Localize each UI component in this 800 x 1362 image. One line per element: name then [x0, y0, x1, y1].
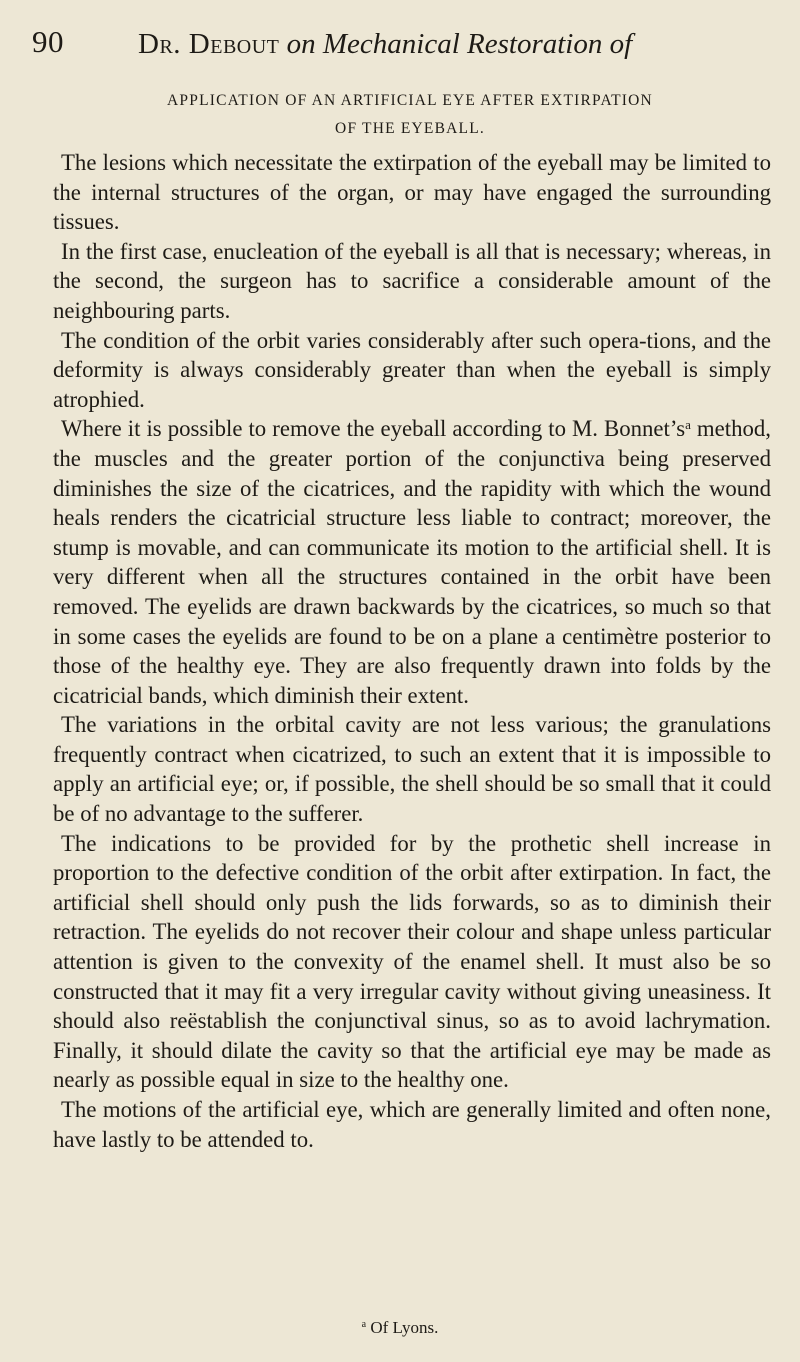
paragraph-bonnet-text-start: Where it is possible to remove the eyeball according to M. Bonnet’s: [61, 416, 686, 442]
running-head-connector: on: [279, 28, 323, 60]
paragraph-indications: The indications to be provided for by the prothetic shell increase in proportion to the defective condition of the orbit after extirpation. In fact, the artificial shell should only push the lids forwards, so as to diminish their retraction. The eyelids do not recover their colour and shape unless particular attention is given to the convexity of the enamel shell. It must also be so constructed that it may fit a very irregular cavity without giving uneasiness. It should also reëstablish the conjunctival sinus, so as to avoid lachrymation. Finally, it should dilate the cavity so that the artificial eye may be made as nearly as possible equal in size to the healthy one.: [53, 830, 771, 1093]
section-heading-line-2: OF THE EYEBALL.: [335, 120, 485, 137]
paragraph-bonnet-text-end: method, the muscles and the greater portion of the conjunctiva being preserved diminishes the size of the cicatrices, and the rapidity with which the wound heals renders the cicatricial structure less liable to contract; moreover, the stump is movable, and can communicate its motion to the artificial shell. It is very different when all the structures contained in the orbit have been removed. The eyelids are drawn backwards by the cicatrices, so much so that in some cases the eyelids are found to be on a plane a centimètre posterior to those of the healthy eye. They are also frequently drawn into folds by the cicatricial bands, which diminish their extent.: [53, 416, 771, 708]
paragraph-motions: The motions of the artificial eye, which are generally limited and often none, have lastly to be attended to.: [53, 1097, 771, 1152]
running-head: [138, 28, 632, 61]
paragraph-lesions: The lesions which necessitate the extirpation of the eyeball may be limited to the internal structures of the organ, or may have engaged the surrounding tissues.: [53, 150, 771, 235]
footnote: [0, 1318, 800, 1338]
paragraph-bonnet-method: [53, 414, 771, 710]
footnote-text: Of Lyons.: [366, 1318, 439, 1337]
paragraph-first-case: In the first case, enucleation of the eyeball is all that is necessary; whereas, in the second, the surgeon has to sacrifice a considerable amount of the neighbouring parts.: [53, 238, 771, 323]
footnote-marker: a: [361, 1319, 367, 1330]
footnote-reference: a: [685, 417, 691, 433]
paragraph-orbit-condition: The condition of the orbit varies considerably after such opera-tions, and the deformity is always considerably greater than when the eyeball is simply atrophied.: [53, 327, 771, 412]
section-heading-line-1: APPLICATION OF AN ARTIFICIAL EYE AFTER EXTIRPATION: [167, 92, 653, 109]
paragraph-orbital-variations: The variations in the orbital cavity are not less various; the granulations frequently contract when cicatrized, to such an extent that it is impossible to apply an artificial eye; or, if possible, the shell should be so small that it could be of no advantage to the sufferer.: [53, 712, 771, 827]
running-head-author: Dr. Debout: [138, 28, 280, 60]
running-head-title: Mechanical Restoration of: [322, 28, 633, 60]
page-number: 90: [32, 24, 64, 59]
body-text: [53, 148, 771, 1154]
